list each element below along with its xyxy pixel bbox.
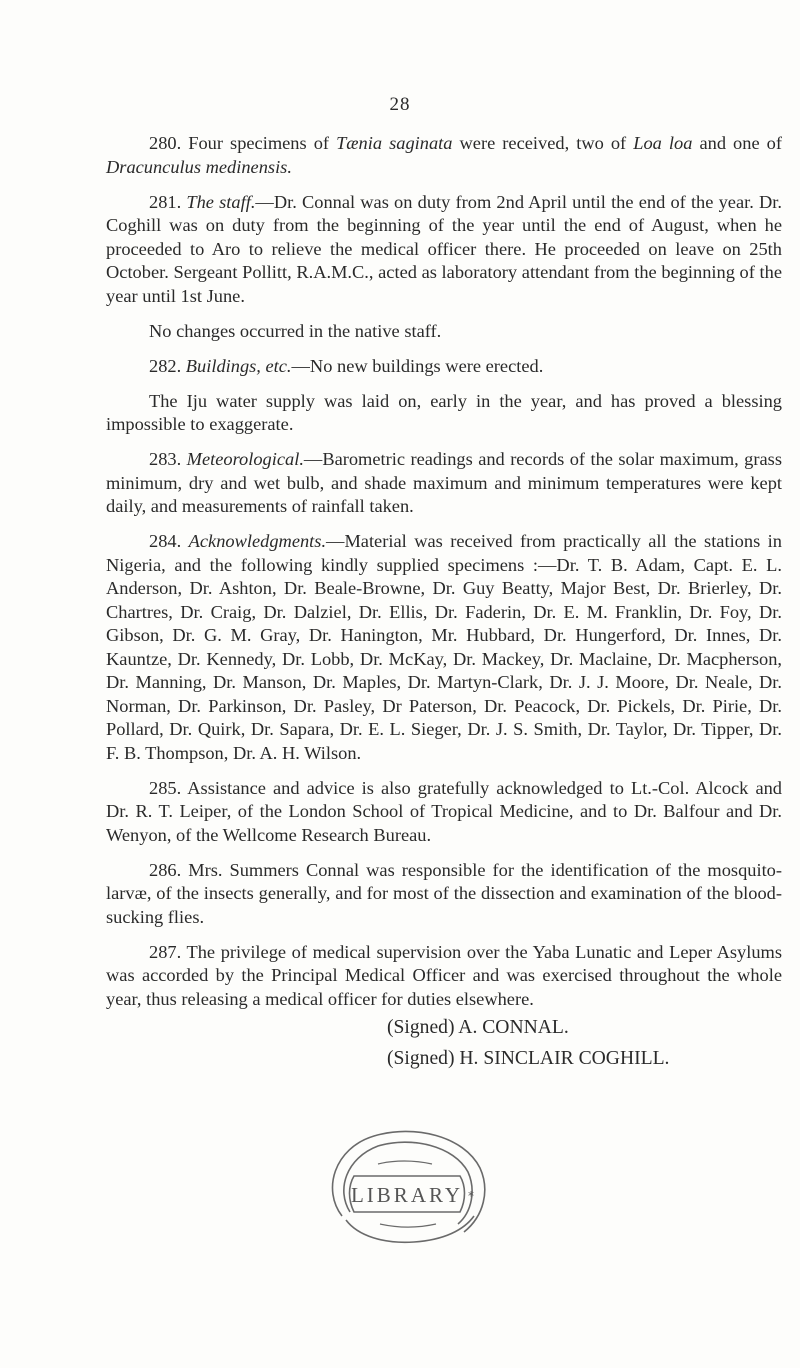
paragraph-heading: Loa loa	[633, 133, 693, 153]
paragraph-text: No changes occurred in the native staff.	[149, 320, 442, 341]
paragraph-text: were received, two of	[452, 133, 634, 153]
paragraph-284	[106, 530, 782, 765]
paragraph-text: Assistance and advice is also gratefully acknowledged to Lt.-Col. Alcock and Dr. R. T. Leiper, of the London School of Tropical Medicine, and to Dr. Balfour and Dr. Wenyon, of the Wellcome Research Bureau.	[106, 777, 782, 845]
signature-connal: (Signed) A. CONNAL.	[387, 1017, 569, 1038]
paragraph-281	[106, 191, 782, 309]
paragraph-text: and one of	[692, 133, 782, 153]
paragraph-text	[181, 531, 188, 551]
paragraph-heading: The staff.	[186, 191, 256, 212]
paragraph-number: 287.	[149, 941, 182, 962]
signature-block	[387, 1012, 767, 1074]
paragraph-heading: Acknowledgments.	[188, 531, 327, 551]
paragraph-text: —No new buildings were erected.	[291, 355, 544, 376]
paragraph-continuation	[106, 390, 782, 437]
paragraph-text: The Iju water supply was laid on, early in the year, and has proved a blessing impossible to exaggerate.	[106, 390, 782, 434]
paragraph-number: 286.	[149, 859, 182, 880]
paragraph-number: 281.	[149, 191, 182, 212]
paragraph-282	[106, 355, 782, 379]
paragraph-text: —Barometric readings and records of the solar maximum, grass minimum, dry and wet bulb, and shade maximum and minimum temperatures were kept daily, and measurements of rainfall taken.	[106, 449, 782, 516]
svg-text:*: *	[468, 1189, 474, 1203]
paragraph-285	[106, 777, 782, 848]
paragraph-text: Mrs. Summers Connal was responsible for the identification of the mosquito-larvæ, of the insects generally, and for most of the dissection and examination of the blood-sucking flies.	[106, 859, 782, 927]
paragraph-heading: Tænia saginata	[336, 133, 453, 153]
paragraph-text: Four specimens of	[181, 133, 337, 153]
paragraph-heading: Buildings, etc.	[185, 355, 292, 376]
page-number: 28	[389, 94, 411, 115]
paragraph-number: 283.	[149, 449, 182, 469]
paragraph-continuation	[106, 320, 782, 344]
paragraph-text: The privilege of medical supervision over the Yaba Lunatic and Leper Asylums was accorded by the Principal Medical Officer and was exercised throughout the whole year, thus releasing a medical officer for duties elsewhere.	[106, 941, 782, 1009]
paragraph-number: 285.	[149, 777, 182, 798]
paragraph-286	[106, 859, 782, 930]
signature-coghill: (Signed) H. SINCLAIR COGHILL.	[387, 1048, 670, 1069]
paragraph-text: —Material was received from practically all the stations in Nigeria, and the following kindly supplied specimens :—Dr. T. B. Adam, Capt. E. L. Anderson, Dr. Ashton, Dr. Beale-Browne, Dr. Guy Beatty, Major Best, Dr. Brierley, Dr. Chartres, Dr. Craig, Dr. Dalziel, Dr. Ellis, Dr. Faderin, Dr. E. M. Franklin, Dr. Foy, Dr. Gibson, Dr. G. M. Gray, Dr. Hanington, Mr. Hubbard, Dr. Hungerford, Dr. Innes, Dr. Kauntze, Dr. Kennedy, Dr. Lobb, Dr. McKay, Dr. Mackey, Dr. Maclaine, Dr. Macpherson, Dr. Manning, Dr. Manson, Dr. Maples, Dr. Martyn-Clark, Dr. J. J. Moore, Dr. Neale, Dr. Norman, Dr. Parkinson, Dr. Pasley, Dr Paterson, Dr. Peacock, Dr. Pickels, Dr. Pirie, Dr. Pollard, Dr. Quirk, Dr. Sapara, Dr. E. L. Sieger, Dr. J. S. Smith, Dr. Taylor, Dr. Tipper, Dr. F. B. Thompson, Dr. A. H. Wilson.	[106, 531, 782, 763]
paragraph-280	[106, 132, 782, 179]
paragraph-number: 280.	[149, 133, 182, 153]
stamp-label: LIBRARY	[350, 1183, 464, 1207]
paragraph-heading: Meteorological.	[186, 449, 304, 469]
paragraph-number: 282.	[149, 355, 182, 376]
paragraph-287	[106, 941, 782, 1012]
library-stamp-icon	[314, 1120, 494, 1250]
paragraph-heading: Dracunculus medinensis.	[106, 156, 292, 177]
document-body	[106, 132, 782, 1023]
paragraph-text: —Dr. Connal was on duty from 2nd April until the end of the year. Dr. Coghill was on duty from the beginning of the year until the end of August, when he proceeded to Aro to relieve the medical officer there. He proceeded on leave on 25th October. Sergeant Pollitt, R.A.M.C., acted as laboratory attendant from the beginning of the year until 1st June.	[106, 191, 782, 306]
paragraph-number: 284.	[149, 531, 182, 551]
paragraph-283	[106, 448, 782, 519]
